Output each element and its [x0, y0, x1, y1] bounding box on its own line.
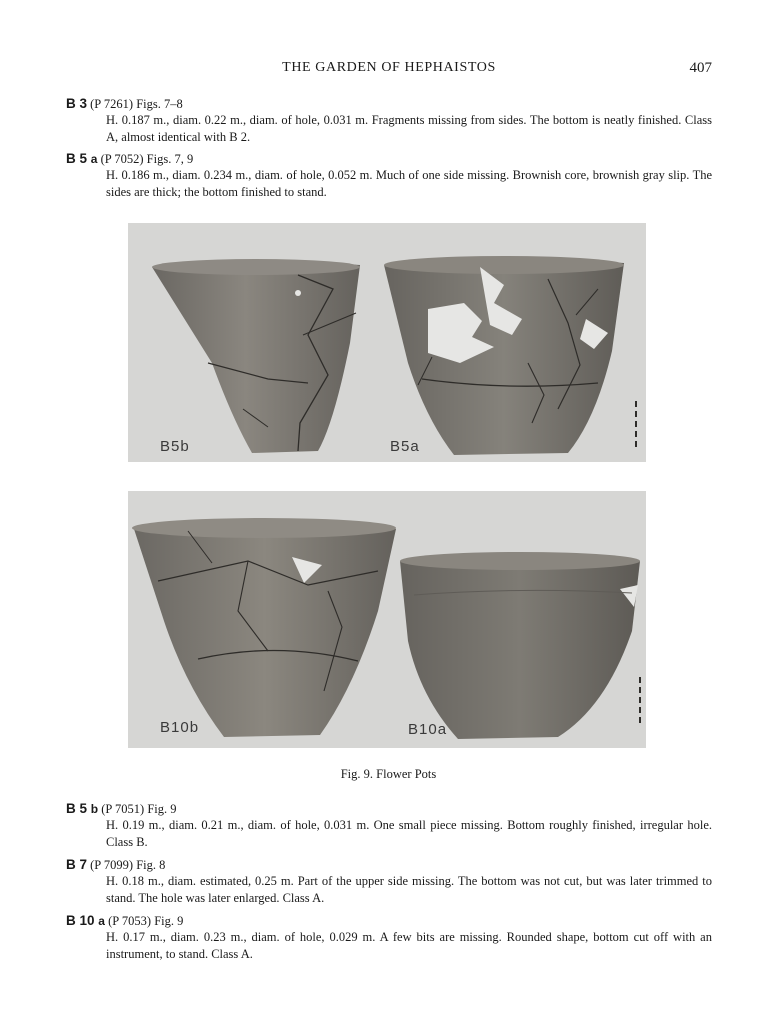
- catalog-number: (P 7053): [108, 914, 152, 928]
- catalog-number: (P 7099): [90, 858, 134, 872]
- entry-id-sub: a: [90, 152, 98, 166]
- pot-b5a: [384, 256, 624, 455]
- catalog-entry: [66, 96, 712, 145]
- pot-label-b10a: B10a: [408, 721, 448, 738]
- catalog-entry: [66, 151, 712, 200]
- pot-label-b10b: B10b: [160, 719, 200, 736]
- running-title: THE GARDEN OF HEPHAISTOS: [282, 60, 496, 75]
- flower-pots-photo-bottom: [128, 491, 646, 748]
- entry-id-main: B 5: [66, 801, 88, 816]
- entry-id-sub: a: [98, 914, 105, 928]
- entry-id: [66, 96, 87, 111]
- entry-description: H. 0.187 m., diam. 0.22 m., diam. of hole, 0.031 m. Fragments missing from sides. The bottom is neatly finished. Class A, almost identical with B 2.: [106, 113, 712, 144]
- running-header: [66, 60, 712, 80]
- entry-id-sub: b: [90, 802, 99, 816]
- entry-id: [66, 801, 98, 816]
- catalog-number: (P 7051): [101, 802, 145, 816]
- entry-id-main: B 10: [66, 913, 95, 928]
- entry-id-main: B 7: [66, 857, 88, 872]
- entry-heading: [66, 913, 712, 929]
- entry-id-main: B 3: [66, 96, 88, 111]
- flower-pots-photo-top: [128, 223, 646, 462]
- figure-reference: Fig. 9: [147, 802, 177, 816]
- entry-description: H. 0.19 m., diam. 0.21 m., diam. of hole, 0.031 m. One small piece missing. Bottom roughly finished, irregular hole. Class B.: [106, 818, 712, 849]
- entry-description: H. 0.186 m., diam. 0.234 m., diam. of hole, 0.052 m. Much of one side missing. Brownish core, brownish gray slip. The sides are thick; the bottom finished to stand.: [106, 168, 712, 199]
- pot-b10a: [400, 552, 640, 739]
- figure-reference: Figs. 7, 9: [146, 152, 194, 166]
- entry-heading: [66, 151, 712, 167]
- catalog-entry: [66, 857, 712, 906]
- pot-label-b5b: B5b: [160, 438, 190, 455]
- pot-b10b: [132, 518, 396, 737]
- entry-heading: [66, 857, 712, 873]
- catalog-number: (P 7052): [100, 152, 144, 166]
- catalog-entry: [66, 801, 712, 850]
- entry-id: [66, 857, 87, 872]
- figure-reference: Fig. 8: [136, 858, 166, 872]
- photo-panel-bottom: [128, 491, 646, 748]
- entry-description: H. 0.18 m., diam. estimated, 0.25 m. Part of the upper side missing. The bottom was not cut, but was later trimmed to stand. The hole was later enlarged. Class A.: [106, 874, 712, 905]
- entry-description: H. 0.17 m., diam. 0.23 m., diam. of hole, 0.029 m. A few bits are missing. Rounded shape, bottom cut off with an instrument, to stand. Class A.: [106, 930, 712, 961]
- catalog-entry: [66, 913, 712, 962]
- photo-panel-top: [128, 223, 646, 462]
- entry-heading: [66, 96, 712, 112]
- entry-id-main: B 5: [66, 151, 88, 166]
- figure-reference: Figs. 7–8: [136, 97, 183, 111]
- figure-caption: Fig. 9. Flower Pots: [340, 767, 437, 781]
- entry-id: [66, 913, 105, 928]
- figure-reference: Fig. 9: [154, 914, 184, 928]
- catalog-number: (P 7261): [90, 97, 134, 111]
- pot-label-b5a: B5a: [390, 438, 420, 455]
- page-number: 407: [689, 60, 712, 76]
- entry-heading: [66, 801, 712, 817]
- entry-id: [66, 151, 97, 166]
- pot-b5b: [152, 259, 360, 453]
